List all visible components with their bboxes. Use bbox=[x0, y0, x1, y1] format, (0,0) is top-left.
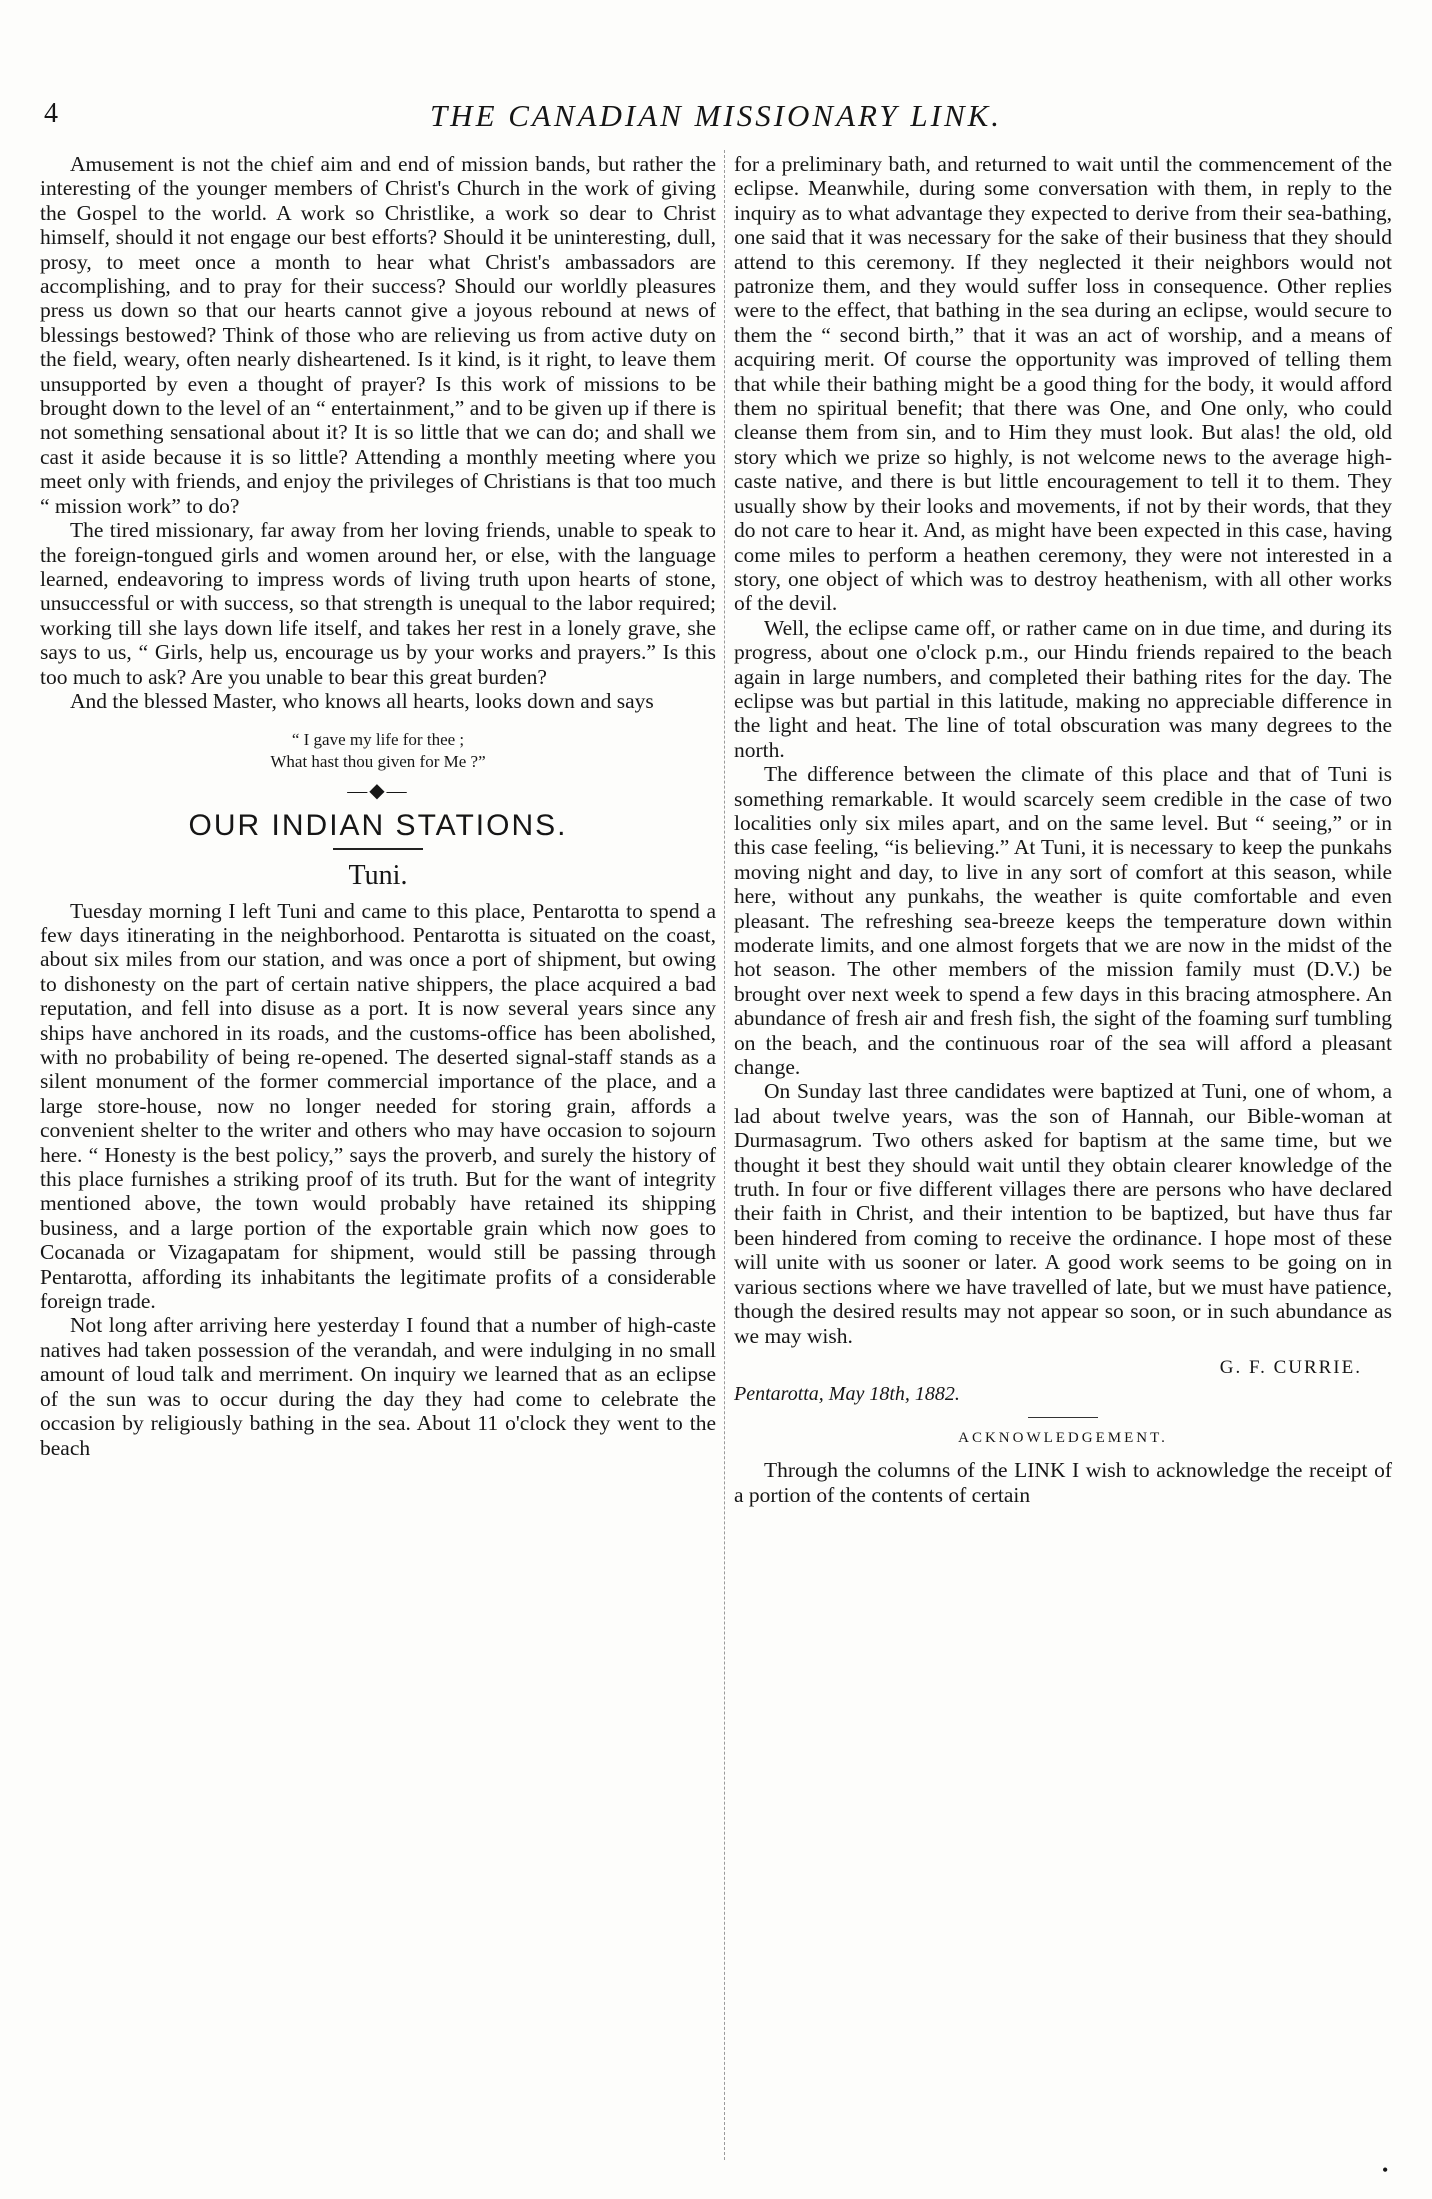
acknowledgement-rule bbox=[1028, 1417, 1098, 1418]
left-column bbox=[40, 152, 716, 1460]
poem-line-1: “ I gave my life for thee ; bbox=[291, 730, 465, 750]
section-title: OUR INDIAN STATIONS. bbox=[188, 808, 568, 842]
paragraph-acknowledgement: Through the columns of the LINK I wish to acknowledge the receipt of a portion of the contents of certain bbox=[734, 1458, 1392, 1507]
paragraph-climate: The difference between the climate of this place and that of Tuni is something remarkable. It would scarcely seem credible in the case of two localities only six miles apart, and on the same level. But “ seeing,” or in this case feeling, “is believing.” At Tuni, it is necessary to keep the punkahs moving night and day, to live in any sort of comfort at this season, while here, without any punkahs, the weather is quite comfortable and even pleasant. The refreshing sea-breeze keeps the temperature down within moderate limits, and one almost forgets that we are now in the midst of the hot season. The other members of the mission family must (D.V.) be brought over next week to spend a few days in this bracing atmosphere. An abundance of fresh air and fresh fish, the sight of the foaming surf tumbling on the beach, and the continuous roar of the sea will afford a pleasant change. bbox=[734, 762, 1392, 1080]
paragraph-mission-bands: Amusement is not the chief aim and end of mission bands, but rather the interesting of the younger members of Christ's Church in the work of giving the Gospel to the world. A work so Christlike, a work so dear to Christ himself, should it not engage our best efforts? Should it be uninteresting, dull, prosy, to meet once a month to hear what Christ's ambassadors are accomplishing, and to pray for their success? Should our worldly pleasures press us down so that our hearts cannot give a joyous rebound at news of blessings bestowed? Think of those who are relieving us from active duty on the field, weary, often nearly disheartened. Is it kind, is it right, to leave them unsupported by even a thought of prayer? Is this work of missions to be brought down to the level of an “ entertainment,” and to be given up if there is not something sensational about it? It is so little that we can do; and shall we cast it aside because it is so little? Attending a monthly meeting where you meet only with friends, and enjoy the privileges of Christians is that too much “ mission work” to do? bbox=[40, 152, 716, 518]
dateline: Pentarotta, May 18th, 1882. bbox=[734, 1383, 960, 1406]
subheading-tuni: Tuni. bbox=[348, 860, 408, 892]
paragraph-blessed-master: And the blessed Master, who knows all hearts, looks down and says bbox=[70, 688, 654, 713]
paragraph-high-caste-natives: Not long after arriving here yesterday I found that a number of high-caste natives had taken possession of the verandah, and were indulging in no small amount of loud talk and merriment. On inquiry we learned that as an eclipse of the sun was to occur during the day they had come to celebrate the occasion by religiously bathing in the sea. About 11 o'clock they went to the beach bbox=[40, 1313, 716, 1460]
title-rule bbox=[333, 848, 423, 850]
paragraph-pentarotta: Tuesday morning I left Tuni and came to this place, Pentarotta to spend a few days itinerating in the neighborhood. Pentarotta is situated on the coast, about six miles from our station, and was once a port of shipment, but owing to dishonesty on the part of certain native shippers, the place acquired a bad reputation, and fell into disuse as a port. It is now several years since any ships have anchored in its roads, and the customs-office has been abolished, with no probability of being re-opened. The deserted signal-staff stands as a silent monument of the former commercial importance of the place, and a large store-house, now no longer needed for storing grain, affords a convenient shelter to the writer and others who may have occasion to sojourn here. “ Honesty is the best policy,” says the proverb, and surely the history of this place furnishes a striking proof of its truth. But for the want of integrity mentioned above, the town would probably have retained its shipping business, and a large portion of the exportable grain which now goes to Cocanada or Vizagapatam for shipment, would still be passing through Pentarotta, affording its inhabitants the legitimate profits of a considerable foreign trade. bbox=[40, 898, 716, 1314]
publication-title: THE CANADIAN MISSIONARY LINK. bbox=[429, 98, 1003, 133]
page-bullet-mark: • bbox=[1382, 2160, 1389, 2180]
page-header bbox=[40, 98, 1392, 138]
poem-line-2: What hast thou given for Me ?” bbox=[270, 752, 486, 772]
right-column bbox=[734, 152, 1392, 1507]
paragraph-baptism: On Sunday last three candidates were baptized at Tuni, one of whom, a lad about twelve years, was the son of Hannah, our Bible-woman at Durmasagrum. Two others asked for baptism at the same time, but we thought it best they should wait until they obtain clearer knowledge of the truth. In four or five different villages there are persons who have declared their faith in Christ, and their intention to be baptized, but have thus far been hindered from coming to receive the ordinance. I hope most of these will unite with us sooner or later. A good work seems to be going on in various sections where we have travelled of late, but we must have patience, though the desired results may not appear so soon, or in such abundance as we may wish. bbox=[734, 1079, 1392, 1348]
poem-quote bbox=[40, 729, 716, 773]
author-signature: G. F. CURRIE. bbox=[1219, 1356, 1362, 1378]
paragraph-tired-missionary: The tired missionary, far away from her loving friends, unable to speak to the foreign-tongued girls and women around her, or else, with the language learned, endeavoring to impress words of living truth upon hearts of stone, unsuccessful or with success, so that strength is unequal to the labor required; working till she lays down life itself, and takes her rest in a lonely grave, she says to us, “ Girls, help us, encourage us by your works and prayers.” Is this too much to ask? Are you unable to bear this great burden? bbox=[40, 518, 716, 689]
page-number: 4 bbox=[44, 98, 58, 129]
paragraph-eclipse: Well, the eclipse came off, or rather came on in due time, and during its progress, about one o'clock p.m., our Hindu friends repaired to the beach again in large numbers, and completed their bathing rites for the day. The eclipse was but partial in this latitude, making no appreciable difference in the light and heat. The line of total obscuration was many degrees to the north. bbox=[734, 615, 1392, 762]
paragraph-preliminary-bath: for a preliminary bath, and returned to wait until the commencement of the eclipse. Meanwhile, during some conversation with them, in reply to the inquiry as to what advantage they expected to derive from their sea-bathing, one said that it was necessary for the sake of their business that they should attend to this ceremony. If they neglected it their neighbors would not patronize them, and they would suffer loss in consequence. Other replies were to the effect, that bathing in the sea during an eclipse, would secure to them the “ second birth,” that it was an act of worship, and a means of acquiring merit. Of course the opportunity was improved of telling them that while their bathing might be a good thing for the body, it would afford them no spiritual benefit; that there was One, and One only, who could cleanse them from sin, and to Him they must look. But alas! the old, old story which we prize so highly, is not welcome news to the average high-caste native, and there is but little encouragement to tell it to them. They usually show by their looks and movements, if not by their words, that they do not care to hear it. And, as might have been expected in this case, having come miles to perform a heathen ceremony, they were not interested in a story, one object of which was to destroy heathenism, with all other works of the devil. bbox=[734, 152, 1392, 616]
column-divider bbox=[724, 150, 725, 2160]
acknowledgement-title: ACKNOWLEDGEMENT. bbox=[958, 1429, 1168, 1446]
section-ornament: —◆— bbox=[347, 780, 409, 803]
